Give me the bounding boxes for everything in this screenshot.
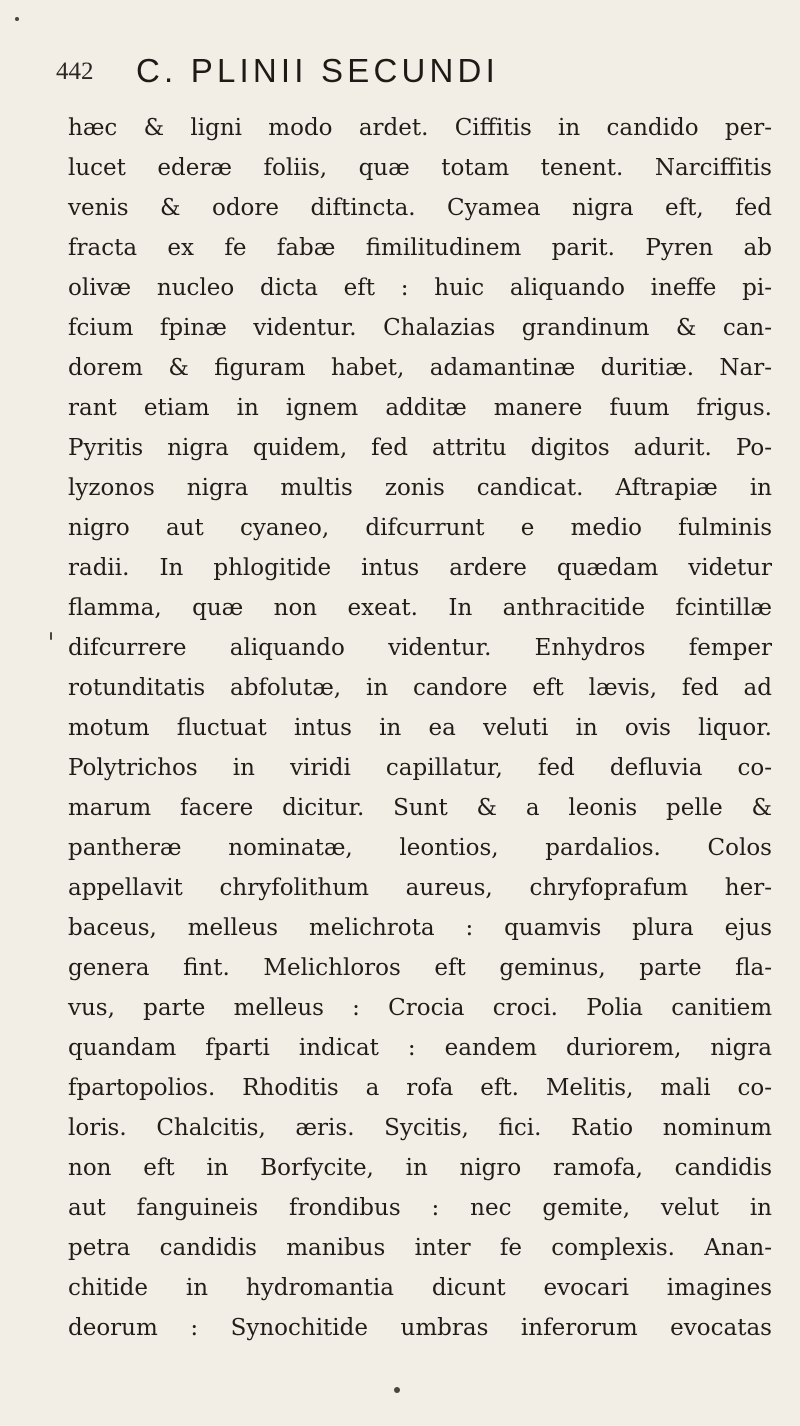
text-line: quandam fparti indicat : eandem duriorem, nigra (68, 1035, 772, 1061)
page-header (56, 52, 756, 96)
text-line: hæc & ligni modo ardet. Ciffitis in candido per- (68, 115, 772, 141)
text-line: lyzonos nigra multis zonis candicat. Aftrapiæ in (68, 475, 772, 501)
text-line: chitide in hydromantia dicunt evocari imagines (68, 1275, 772, 1301)
body-text (68, 108, 772, 1348)
text-line: rotunditatis abfolutæ, in candore eft lævis, fed ad (68, 675, 772, 701)
text-line: radii. In phlogitide intus ardere quædam videtur (68, 555, 772, 581)
text-line: deorum : Synochitide umbras inferorum evocatas (68, 1315, 772, 1341)
text-line: Polytrichos in viridi capillatur, fed defluvia co- (68, 755, 772, 781)
text-line: dorem & figuram habet, adamantinæ duritiæ. Nar- (68, 355, 772, 381)
text-line: olivæ nucleo dicta eft : huic aliquando ineffe pi- (68, 275, 772, 301)
text-line: fcium fpinæ videntur. Chalazias grandinum & can- (68, 315, 772, 341)
text-line: lucet ederæ foliis, quæ totam tenent. Narciffitis (68, 155, 772, 181)
text-line: flamma, quæ non exeat. In anthracitide fcintillæ (68, 595, 772, 621)
text-line: non eft in Borfycite, in nigro ramofa, candidis (68, 1155, 772, 1181)
text-line: fracta ex fe fabæ fimilitudinem parit. Pyren ab (68, 235, 772, 261)
text-line: motum fluctuat intus in ea veluti in ovis liquor. (68, 715, 772, 741)
text-line: rant etiam in ignem additæ manere fuum frigus. (68, 395, 772, 421)
text-line: Pyritis nigra quidem, fed attritu digitos adurit. Po- (68, 435, 772, 461)
text-line: vus, parte melleus : Crocia croci. Polia canitiem (68, 995, 772, 1021)
text-line: difcurrere aliquando videntur. Enhydros femper (68, 635, 772, 661)
text-line: venis & odore diftincta. Cyamea nigra eft, fed (68, 195, 772, 221)
paper-mark (50, 632, 52, 640)
text-line: loris. Chalcitis, æris. Sycitis, fici. Ratio nominum (68, 1115, 772, 1141)
text-line: aut fanguineis frondibus : nec gemite, velut in (68, 1195, 772, 1221)
text-line: pantheræ nominatæ, leontios, pardalios. Colos (68, 835, 772, 861)
paper-speck (394, 1387, 400, 1393)
paper-speck (15, 17, 19, 21)
text-line: marum facere dicitur. Sunt & a leonis pelle & (68, 795, 772, 821)
page-number: 442 (56, 58, 94, 85)
text-line: appellavit chryfolithum aureus, chryfoprafum her- (68, 875, 772, 901)
text-line: petra candidis manibus inter fe complexis. Anan- (68, 1235, 772, 1261)
text-line: genera fint. Melichloros eft geminus, parte fla- (68, 955, 772, 981)
running-head: C. PLINII SECUNDI (136, 52, 499, 89)
text-line: baceus, melleus melichrota : quamvis plura ejus (68, 915, 772, 941)
text-line: nigro aut cyaneo, difcurrunt e medio fulminis (68, 515, 772, 541)
text-line: fpartopolios. Rhoditis a rofa eft. Melitis, mali co- (68, 1075, 772, 1101)
